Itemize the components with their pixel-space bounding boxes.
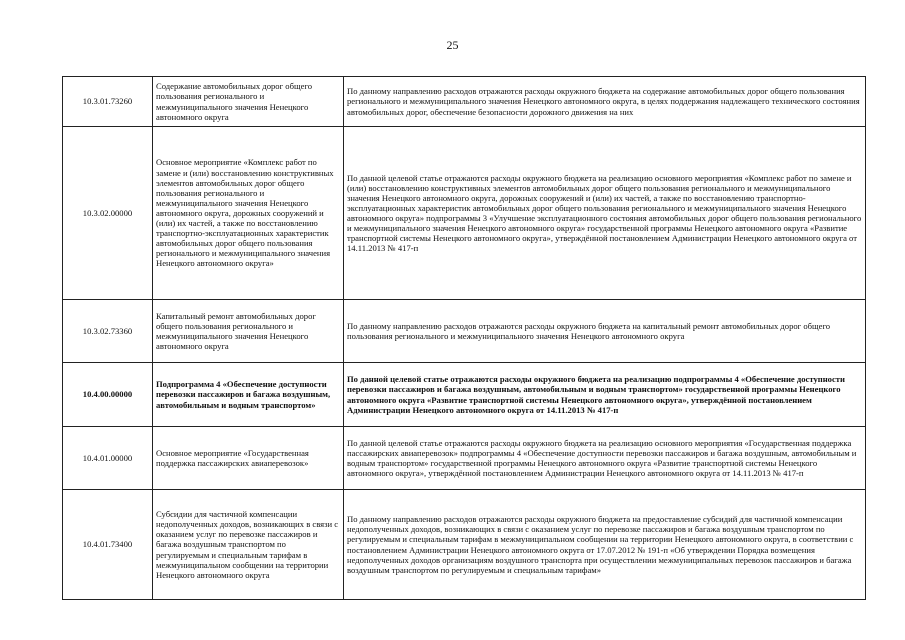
table-row	[63, 427, 866, 490]
target-name-cell: Основное мероприятие «Государственная поддержка пассажирских авиаперевозок»	[153, 427, 344, 490]
description-cell: По данному направлению расходов отражаются расходы окружного бюджета на капитальный ремонт автомобильных дорог общего пользования регионального и межмуниципального значения Ненецкого автономного округа	[344, 300, 866, 363]
target-code-cell: 10.4.01.00000	[63, 427, 153, 490]
target-code-cell: 10.3.02.00000	[63, 127, 153, 300]
target-code-cell: 10.3.02.73360	[63, 300, 153, 363]
target-name-cell: Капитальный ремонт автомобильных дорог общего пользования регионального и межмуниципального значения Ненецкого автономного округа	[153, 300, 344, 363]
target-name-cell: Подпрограмма 4 «Обеспечение доступности перевозки пассажиров и багажа воздушным, автомобильным и водным транспортом»	[153, 363, 344, 427]
budget-classification-table	[62, 76, 866, 600]
table-row	[63, 127, 866, 300]
table-row	[63, 77, 866, 127]
description-cell: По данному направлению расходов отражаются расходы окружного бюджета на содержание автомобильных дорог общего пользования регионального и межмуниципального значения Ненецкого автономного округа, в целях поддержания надлежащего технического состояния автомобильных дорог, обеспечение безопасности дорожного движения на них	[344, 77, 866, 127]
target-code-cell: 10.4.00.00000	[63, 363, 153, 427]
description-cell: По данной целевой статье отражаются расходы окружного бюджета на реализацию подпрограммы 4 «Обеспечение доступности перевозки пассажиров и багажа воздушным, автомобильным и водным транспортом» государственной программы Ненецкого автономного округа «Развитие транспортной системы Ненецкого автономного округа», утверждённой постановлением Администрации Ненецкого автономного округа от 14.11.2013 № 417-п	[344, 363, 866, 427]
target-name-cell: Содержание автомобильных дорог общего пользования регионального и межмуниципального значения Ненецкого автономного округа	[153, 77, 344, 127]
target-name-cell: Основное мероприятие «Комплекс работ по замене и (или) восстановлению конструктивных элементов автомобильных дорог общего пользования регионального и межмуниципального значения Ненецкого автономного округа, дорожных сооружений и (или) их частей, а также по восстановлению транспортно-эксплуатационных характеристик автомобильных дорог общего пользования регионального и межмуниципального значения Ненецкого автономного округа»	[153, 127, 344, 300]
page-number: 25	[446, 38, 459, 52]
target-code-cell: 10.3.01.73260	[63, 77, 153, 127]
table-row	[63, 300, 866, 363]
description-cell: По данной целевой статье отражаются расходы окружного бюджета на реализацию основного мероприятия «Комплекс работ по замене и (или) восстановлению конструктивных элементов автомобильных дорог общего пользования регионального и межмуниципального значения Ненецкого автономного округа, дорожных сооружений и (или) их частей, а также по восстановлению транспортно-эксплуатационных характеристик автомобильных дорог общего пользования регионального и межмуниципального значения Ненецкого автономного округа» подпрограммы 3 «Улучшение эксплуатационного состояния автомобильных дорог общего пользования регионального и межмуниципального значения Ненецкого автономного округа» государственной программы Ненецкого автономного округа «Развитие транспортной системы Ненецкого автономного округа», утверждённой постановлением Администрации Ненецкого автономного округа от 14.11.2013 № 417-п	[344, 127, 866, 300]
table-row	[63, 363, 866, 427]
target-name-cell: Субсидии для частичной компенсации недополученных доходов, возникающих в связи с оказанием услуг по перевозке пассажиров и багажа воздушным транспортом по регулируемым и специальным тарифам в межмуниципальном сообщении на территории Ненецкого автономного округа	[153, 490, 344, 600]
description-cell: По данной целевой статье отражаются расходы окружного бюджета на реализацию основного мероприятия «Государственная поддержка пассажирских авиаперевозок» подпрограммы 4 «Обеспечение доступности перевозки пассажиров и багажа воздушным, автомобильным и водным транспортом» государственной программы Ненецкого автономного округа «Развитие транспортной системы Ненецкого автономного округа», утверждённой постановлением Администрации Ненецкого автономного округа от 14.11.2013 № 417-п	[344, 427, 866, 490]
table-row	[63, 490, 866, 600]
description-cell: По данному направлению расходов отражаются расходы окружного бюджета на предоставление субсидий для частичной компенсации недополученных доходов, возникающих в связи с оказанием услуг по перевозке пассажиров и багажа воздушным транспортом по регулируемым и специальным тарифам в межмуниципальном сообщении на территории Ненецкого автономного округа, в соответствии с постановлением Администрации Ненецкого автономного округа от 17.07.2012 № 191-п «Об утверждении Порядка возмещения недополученных доходов организациям воздушного транспорта при осуществлении межмуниципальных перевозок пассажиров и багажа воздушным транспортом по регулируемым и специальным тарифам»	[344, 490, 866, 600]
table-body	[63, 77, 866, 600]
target-code-cell: 10.4.01.73400	[63, 490, 153, 600]
